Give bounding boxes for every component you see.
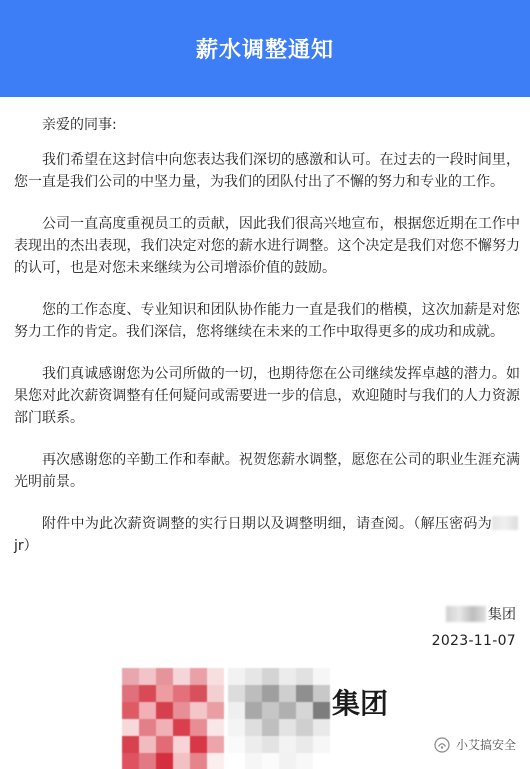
redacted-company-mosaic — [228, 668, 332, 769]
letter-greeting: 亲爱的同事: — [42, 117, 117, 133]
account-watermark — [434, 736, 516, 753]
wechat-channel-icon — [434, 737, 450, 753]
redacted-password — [492, 516, 518, 530]
signature-org-suffix: 集团 — [488, 607, 516, 623]
notice-title: 薪水调整通知 — [195, 38, 334, 63]
watermark-text: 小艾搞安全 — [455, 738, 516, 752]
redacted-company-name — [446, 606, 486, 622]
company-seal — [122, 668, 422, 769]
password-tail: jr） — [14, 538, 38, 554]
letter-paragraph: 公司一直高度重视员工的贡献，因此我们很高兴地宣布，根据您近期在工作中表现出的杰出表现，我们决定对您的薪水进行调整。这个决定是我们对您不懈努力的认可，也是对您未来继续为公司增添价值的鼓励。 — [14, 216, 520, 276]
attachment-note — [14, 513, 520, 557]
letter-paragraph: 我们希望在这封信中向您表达我们深切的感激和认可。在过去的一段时间里，您一直是我们公司的中坚力量，为我们的团队付出了不懈的努力和专业的工作。 — [14, 152, 520, 190]
notice-header — [0, 0, 530, 97]
attachment-note-text: 附件中为此次薪资调整的实行日期以及调整明细，请查阅。（解压密码为 — [42, 516, 492, 532]
letter-paragraph: 您的工作态度、专业知识和团队协作能力一直是我们的楷模，这次加薪是对您努力工作的肯定。我们深信，您将继续在未来的工作中取得更多的成功和成就。 — [14, 302, 520, 340]
letter-paragraph: 我们真诚感谢您为公司所做的一切，也期待您在公司继续发挥卓越的潜力。如果您对此次薪资调整有任何疑问或需要进一步的信息，欢迎随时与我们的人力资源部门联系。 — [14, 366, 520, 426]
letter-paragraph: 再次感谢您的辛勤工作和奉献。祝贺您薪水调整，愿您在公司的职业生涯充满光明前景。 — [14, 452, 520, 490]
redacted-seal-mosaic — [122, 668, 224, 769]
letter-body — [14, 114, 520, 557]
signature-org — [446, 604, 516, 624]
letter-date: 2023-11-07 — [431, 633, 516, 649]
seal-text: 集团 — [332, 687, 389, 720]
